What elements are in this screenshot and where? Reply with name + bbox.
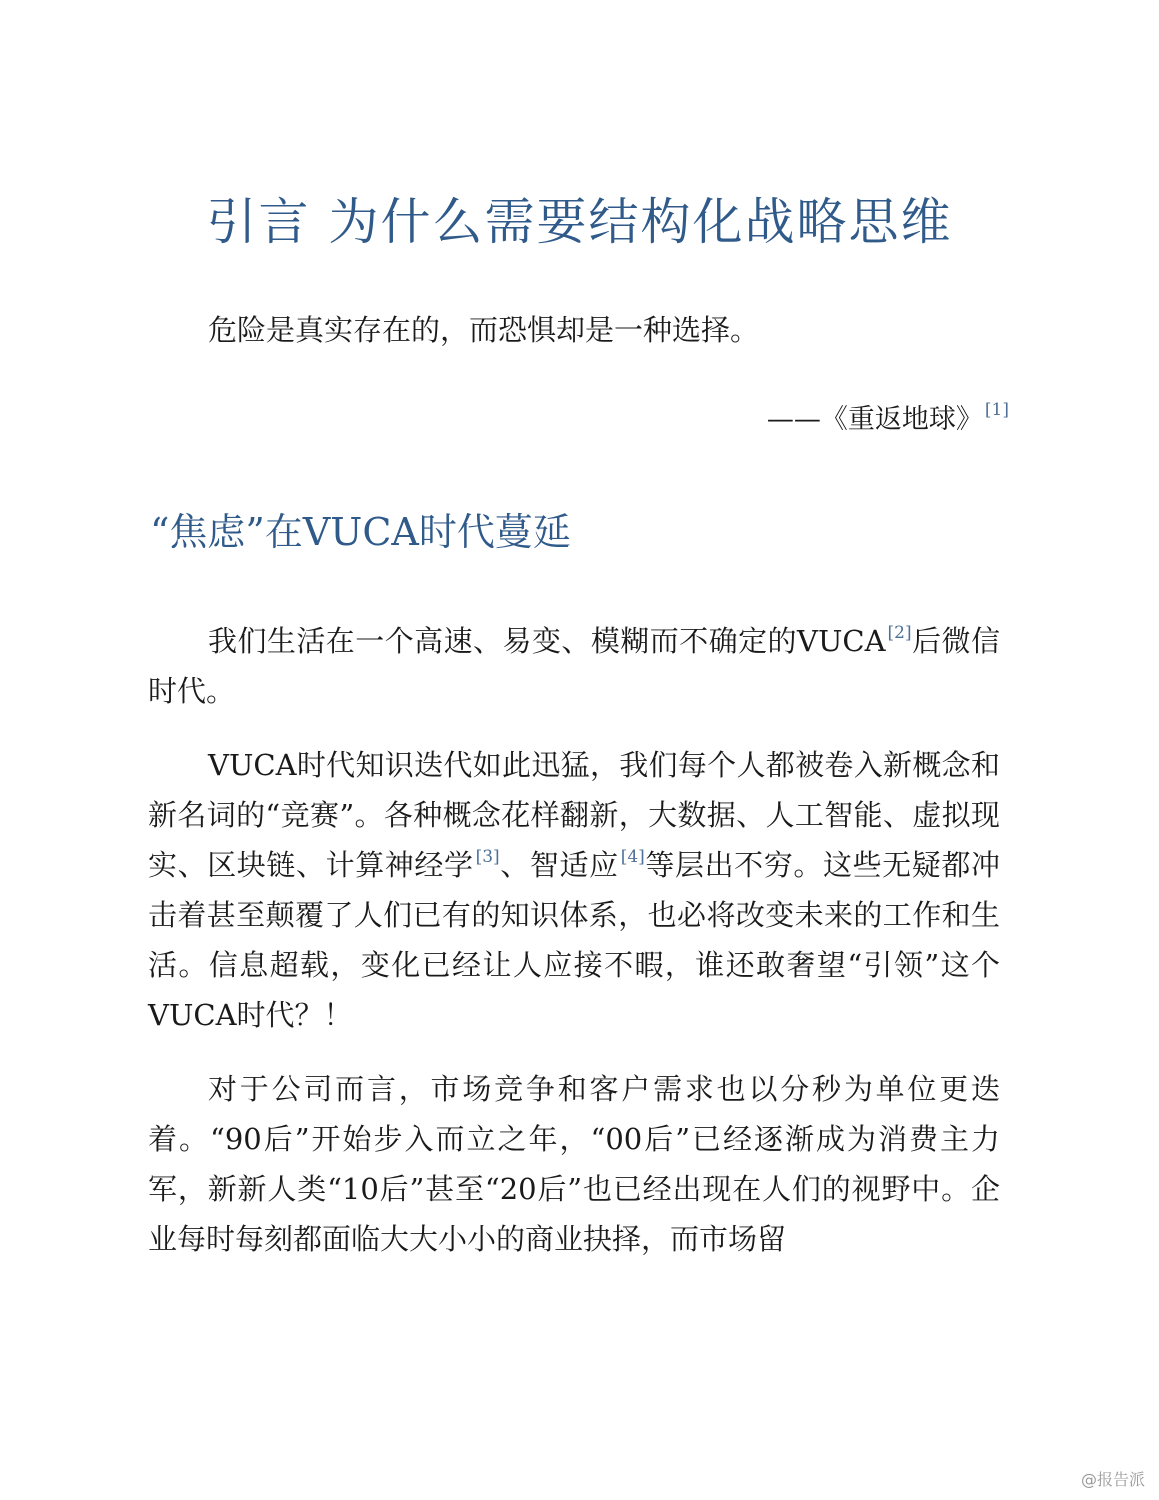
body-text — [148, 616, 1000, 1288]
paragraph-1-text-a: 我们生活在一个高速、易变、模糊而不确定的VUCA — [208, 624, 886, 658]
paragraph-2 — [148, 740, 1000, 1040]
watermark: @报告派 — [1080, 1470, 1145, 1489]
epigraph-quote: 危险是真实存在的，而恐惧却是一种选择。 — [208, 313, 760, 347]
paragraph-2-text-b: 、智适应 — [499, 848, 619, 882]
footnote-ref-2[interactable]: [2] — [887, 623, 912, 643]
chapter-title: 引言 为什么需要结构化战略思维 — [206, 193, 953, 251]
paragraph-1-text-b: 后微信时代。 — [148, 624, 1000, 708]
epigraph-source — [767, 402, 1009, 437]
epigraph-source-text: ——《重返地球》 — [766, 404, 983, 435]
footnote-ref-4[interactable]: [4] — [620, 847, 645, 867]
section-heading: “焦虑”在VUCA时代蔓延 — [150, 510, 571, 554]
paragraph-2-text-a: VUCA时代知识迭代如此迅猛，我们每个人都被卷入新概念和新名词的“竞赛”。各种概念花样翻新，大数据、人工智能、虚拟现实、区块链、计算神经学 — [148, 748, 1000, 882]
paragraph-3: 对于公司而言，市场竞争和客户需求也以分秒为单位更迭着。“90后”开始步入而立之年，“00后”已经逐渐成为消费主力军，新新人类“10后”甚至“20后”也已经出现在人们的视野中。企业每时每刻都面临大大小小的商业抉择，而市场留 — [148, 1072, 1000, 1256]
footnote-ref-1[interactable]: [1] — [984, 400, 1009, 420]
footnote-ref-3[interactable]: [3] — [475, 847, 500, 867]
paragraph-2-text-c: 等层出不穷。这些无疑都冲击着甚至颠覆了人们已有的知识体系，也必将改变未来的工作和生活。信息超载，变化已经让人应接不暇，谁还敢奢望“引领”这个VUCA时代？！ — [148, 848, 1000, 1032]
paragraph-1 — [148, 616, 1000, 716]
